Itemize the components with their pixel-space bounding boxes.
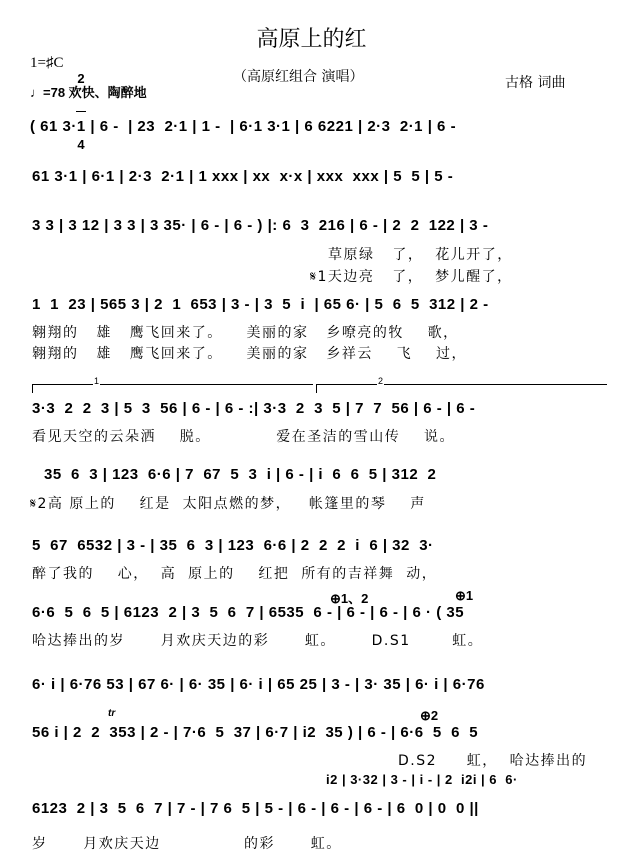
volta-bracket-1 bbox=[32, 376, 313, 393]
notation-row-2: 61 3·1 | 6·1 | 2·3 2·1 | 1 xxx | xx x·x | xxx xxx | 5 5 | 5 - bbox=[32, 168, 454, 185]
time-signature-bottom: 4 bbox=[77, 137, 85, 152]
performer-credit: （高原红组合 演唱） bbox=[233, 69, 364, 85]
notation-row-7: 5 67 6532 | 3 - | 35 6 3 | 123 6·6 | 2 2 2 i 6 | 32 3· bbox=[32, 537, 434, 554]
notation-row-11: i2 | 3·32 | 3 - | i - | 2 i2i | 6 6· bbox=[326, 772, 518, 787]
composer-credit: 古格 词曲 bbox=[505, 75, 566, 91]
trill-mark: tr bbox=[108, 708, 116, 719]
lyric-row-7: 醉了我的 心， 高 原上的 红把 所有的吉祥舞 动， bbox=[32, 566, 438, 582]
notation-row-3: 3 3 | 3 12 | 3 3 | 3 35· | 6 - | 6 - ) |: 6 3 216 | 6 - | 2 2 122 | 3 - bbox=[32, 217, 489, 234]
lyric-row-3-verse-2: 𝄋1天边亮 了， 梦儿醒了， bbox=[310, 269, 513, 285]
song-title: 高原上的红 bbox=[256, 27, 367, 52]
notation-row-1: ( 61 3·1 | 6 - | 23 2·1 | 1 - | 6·1 3·1 | 6 6221 | 2·3 2·1 | 6 - bbox=[30, 118, 457, 135]
volta-number-1: 1 bbox=[94, 376, 100, 386]
coda-mark-1-2: ⊕1、2 bbox=[330, 591, 369, 606]
lyric-row-4-verse-2: 翱翔的 雄 鹰飞回来了。 美丽的家 乡祥云 飞 过， bbox=[32, 346, 467, 362]
lyric-row-8: 哈达捧出的岁 月欢庆天边的彩 虹。 D.S1 虹。 bbox=[32, 633, 484, 649]
notation-row-5: 3·3 2 2 3 | 5 3 56 | 6 - | 6 - :| 3·3 2 3 5 | 7 7 56 | 6 - | 6 - bbox=[32, 400, 476, 417]
notation-row-4: 1 1 23 | 565 3 | 2 1 653 | 3 - | 3 5 i | 65 6· | 5 6 5 312 | 2 - bbox=[32, 296, 489, 313]
coda-mark-1: ⊕1 bbox=[455, 588, 474, 603]
tempo-marking: ♩=78 欢快、陶醉地 bbox=[30, 85, 147, 100]
lyric-row-4-verse-1: 翱翔的 雄 鹰飞回来了。 美丽的家 乡嘹亮的牧 歌， bbox=[32, 325, 459, 341]
lyric-row-5: 看见天空的云朵洒 脱。 爱在圣洁的雪山传 说。 bbox=[32, 429, 456, 445]
notation-row-6: 35 6 3 | 123 6·6 | 7 67 5 3 i | 6 - | i 6 6 5 | 312 2 bbox=[44, 466, 437, 483]
coda-mark-2: ⊕2 bbox=[420, 708, 439, 723]
lyric-row-10: D.S2 虹， 哈达捧出的 bbox=[398, 753, 588, 769]
lyric-row-12: 岁 月欢庆天边 的彩 虹。 bbox=[32, 836, 342, 852]
time-signature-top: 2 bbox=[77, 71, 85, 86]
volta-bracket-2 bbox=[316, 376, 607, 393]
volta-number-2: 2 bbox=[378, 376, 384, 386]
notation-row-10: 56 i | 2 2 353 | 2 - | 7·6 5 37 | 6·7 | i2 35 ) | 6 - | 6·6 5 6 5 bbox=[32, 724, 479, 741]
lyric-row-3-verse-1: 草原绿 了， 花儿开了， bbox=[328, 247, 513, 263]
key-signature: 1=♯C bbox=[30, 55, 64, 71]
lyric-row-6: 𝄋2高 原上的 红是 太阳点燃的梦， 帐篷里的琴 声 bbox=[30, 496, 426, 512]
notation-row-9: 6· i | 6·76 53 | 67 6· | 6· 35 | 6· i | 65 25 | 3 - | 3· 35 | 6· i | 6·76 bbox=[32, 676, 485, 693]
notation-row-12: 6123 2 | 3 5 6 7 | 7 - | 7 6 5 | 5 - | 6 - | 6 - | 6 - | 6 0 | 0 0 || bbox=[32, 800, 479, 817]
notation-row-8: 6·6 5 6 5 | 6123 2 | 3 5 6 7 | 6535 6 - | 6 - | 6 - | 6 · ( 35 bbox=[32, 604, 465, 621]
time-signature bbox=[76, 46, 86, 164]
